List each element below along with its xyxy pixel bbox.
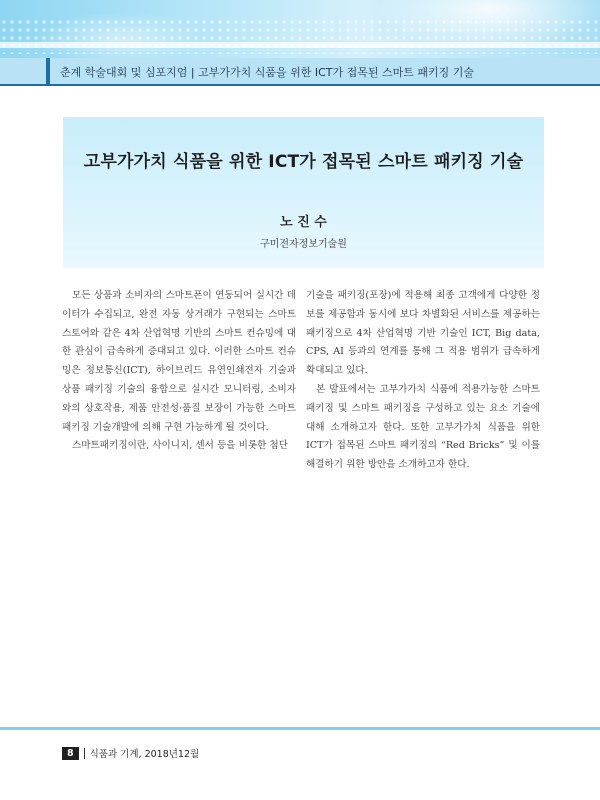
header-divider bbox=[0, 84, 600, 86]
paragraph: 기술을 패키징(포장)에 적용해 최종 고객에게 다양한 정보를 제공함과 동시에 보다 차별화된 서비스를 제공하는 패키징으로 4차 산업혁명 기반 기술인 ICT, Big data, CPS, AI 등과의 연계를 통해 그 적용 범위가 급속하게 확대되고 있다. bbox=[306, 290, 540, 377]
page-footer bbox=[62, 744, 199, 762]
body-column-left bbox=[62, 287, 296, 456]
article-author: 노 진 수 bbox=[280, 215, 327, 230]
running-header bbox=[0, 58, 600, 84]
article-title: 고부가가치 식품을 위한 ICT가 접목된 스마트 패키징 기술 bbox=[83, 152, 524, 172]
page-number: 8 bbox=[62, 747, 79, 760]
title-box bbox=[63, 117, 544, 268]
body-column-right bbox=[306, 287, 540, 475]
paragraph: 본 발표에서는 고부가가치 식품에 적용가능한 스마트 패키징 및 스마트 패키징을 구성하고 있는 요소 기술에 대해 소개하고자 한다. 또한 고부가가치 식품을 위한 ICT가 접목된 스마트 패키징의 “Red Bricks” 및 이를 해결하기 위한 방안을 소개하고자 한다. bbox=[306, 383, 540, 471]
publication-info: 식품과 기계, 2018년12월 bbox=[89, 749, 200, 760]
header-accent-bar bbox=[46, 58, 50, 84]
article-affiliation: 구미전자정보기술원 bbox=[260, 239, 347, 250]
footer-separator bbox=[84, 748, 85, 759]
footer-divider bbox=[0, 727, 600, 730]
paragraph: 모든 상품과 소비자의 스마트폰이 연동되어 실시간 데이터가 수집되고, 완전 자동 상거래가 구현되는 스마트 스토어와 같은 4차 산업혁명 기반의 스마트 컨슈밍에 대한 관심이 급속하게 증대되고 있다. 이러한 스마트 컨슈밍은 정보통신(ICT), 하이브리드 유연인쇄전자 기술과 상품 패키징 기술의 융합으로 실시간 모니터링, 소비자와의 상호작용, 제품 안전성·품질 보장이 가능한 스마트 패키징 기술개발에 의해 구현 가능하게 될 것이다. bbox=[62, 290, 296, 433]
top-banner bbox=[0, 0, 600, 58]
banner-light-bar bbox=[0, 42, 600, 48]
banner-dot-pattern bbox=[0, 18, 600, 54]
paragraph: 스마트패키징이란, 사이니지, 센서 등을 비롯한 첨단 bbox=[72, 440, 288, 452]
running-title: 춘계 학술대회 및 심포지엄 | 고부가가치 식품을 위한 ICT가 접목된 스마트 패키징 기술 bbox=[60, 66, 474, 79]
